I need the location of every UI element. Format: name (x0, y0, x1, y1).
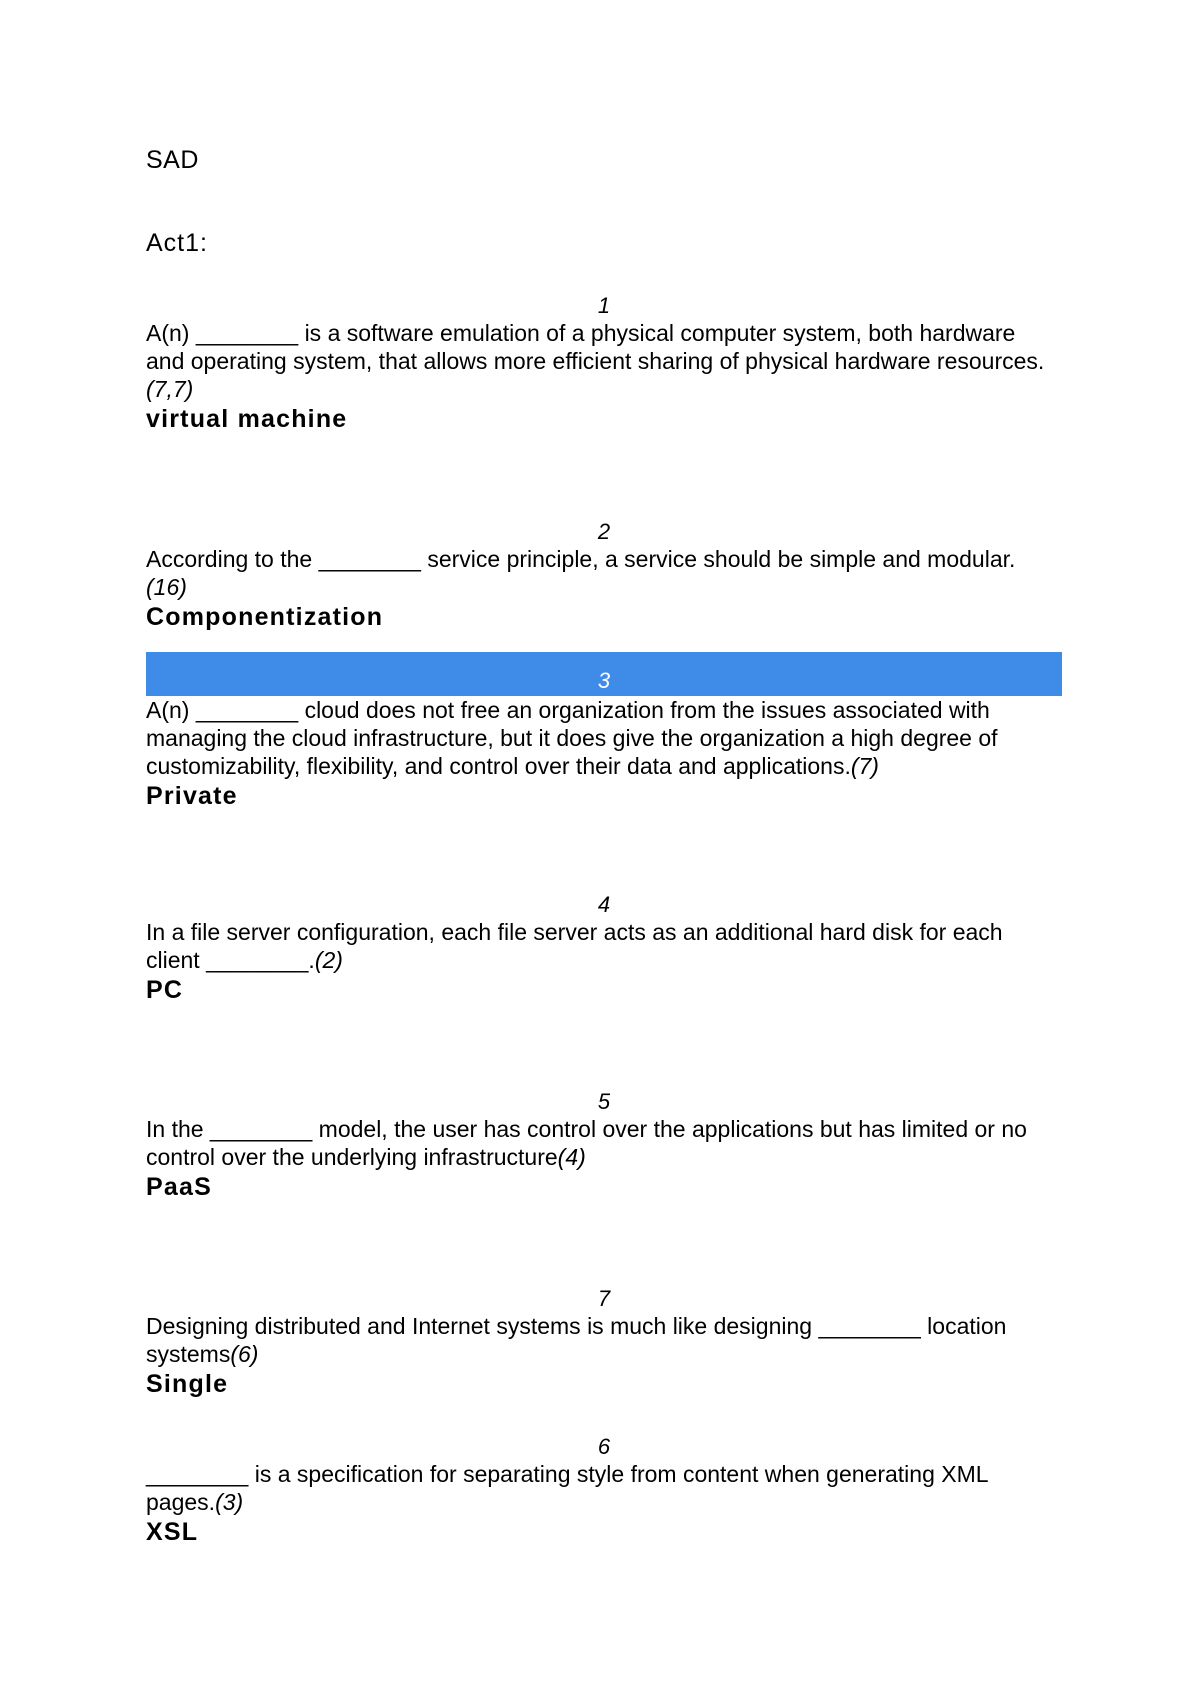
question-points: (4) (557, 1144, 586, 1170)
question-number: 1 (597, 293, 611, 318)
question-points: (2) (314, 947, 343, 973)
question-prompt: According to the ________ service principle, a service should be simple and modular. (146, 546, 1016, 572)
question-prompt: In a file server configuration, each file server acts as an additional hard disk for each client ________. (146, 919, 1003, 973)
question-answer: PaaS (146, 1173, 212, 1201)
question-number: 3 (146, 652, 1062, 696)
question-block (146, 518, 1062, 632)
question-block (146, 666, 1062, 811)
question-answer: XSL (146, 1518, 199, 1546)
question-block (146, 1433, 1062, 1547)
question-block (146, 891, 1062, 1005)
document-page (146, 0, 1062, 1696)
question-number: 4 (597, 892, 611, 917)
question-answer: virtual machine (146, 405, 348, 433)
question-text (146, 918, 1062, 974)
question-answer: Componentization (146, 603, 384, 631)
question-prompt: Designing distributed and Internet systems is much like designing ________ location systems (146, 1313, 1007, 1367)
question-points: (6) (230, 1341, 259, 1367)
question-answer: Private (146, 782, 238, 810)
question-prompt: ________ is a specification for separating style from content when generating XML pages. (146, 1461, 988, 1515)
question-points: (3) (215, 1489, 244, 1515)
question-points: (7,7) (146, 376, 194, 402)
question-prompt: A(n) ________ cloud does not free an organization from the issues associated with managing the cloud infrastructure, but it does give the organization a high degree of customizability, flexibility, and control over their data and applications. (146, 697, 998, 779)
question-block (146, 1088, 1062, 1202)
question-answer: PC (146, 976, 184, 1004)
document-title: SAD (146, 146, 199, 174)
question-points: (16) (146, 574, 187, 600)
question-text (146, 1115, 1062, 1171)
question-number: 5 (597, 1089, 611, 1114)
question-prompt: In the ________ model, the user has control over the applications but has limited or no control over the underlying infrastructure (146, 1116, 1027, 1170)
question-text (146, 319, 1062, 403)
question-text (146, 545, 1062, 601)
question-points: (7) (850, 753, 879, 779)
question-answer: Single (146, 1370, 229, 1398)
document-subtitle: Act1: (146, 229, 208, 257)
question-number: 7 (597, 1286, 611, 1311)
question-text (146, 1460, 1062, 1516)
question-block (146, 1285, 1062, 1399)
question-block (146, 292, 1062, 434)
question-prompt: A(n) ________ is a software emulation of a physical computer system, both hardware and operating system, that allows more efficient sharing of physical hardware resources. (146, 320, 1045, 374)
question-text (146, 1312, 1062, 1368)
question-text (146, 696, 1062, 780)
question-number: 2 (597, 519, 611, 544)
question-number: 6 (597, 1434, 611, 1459)
